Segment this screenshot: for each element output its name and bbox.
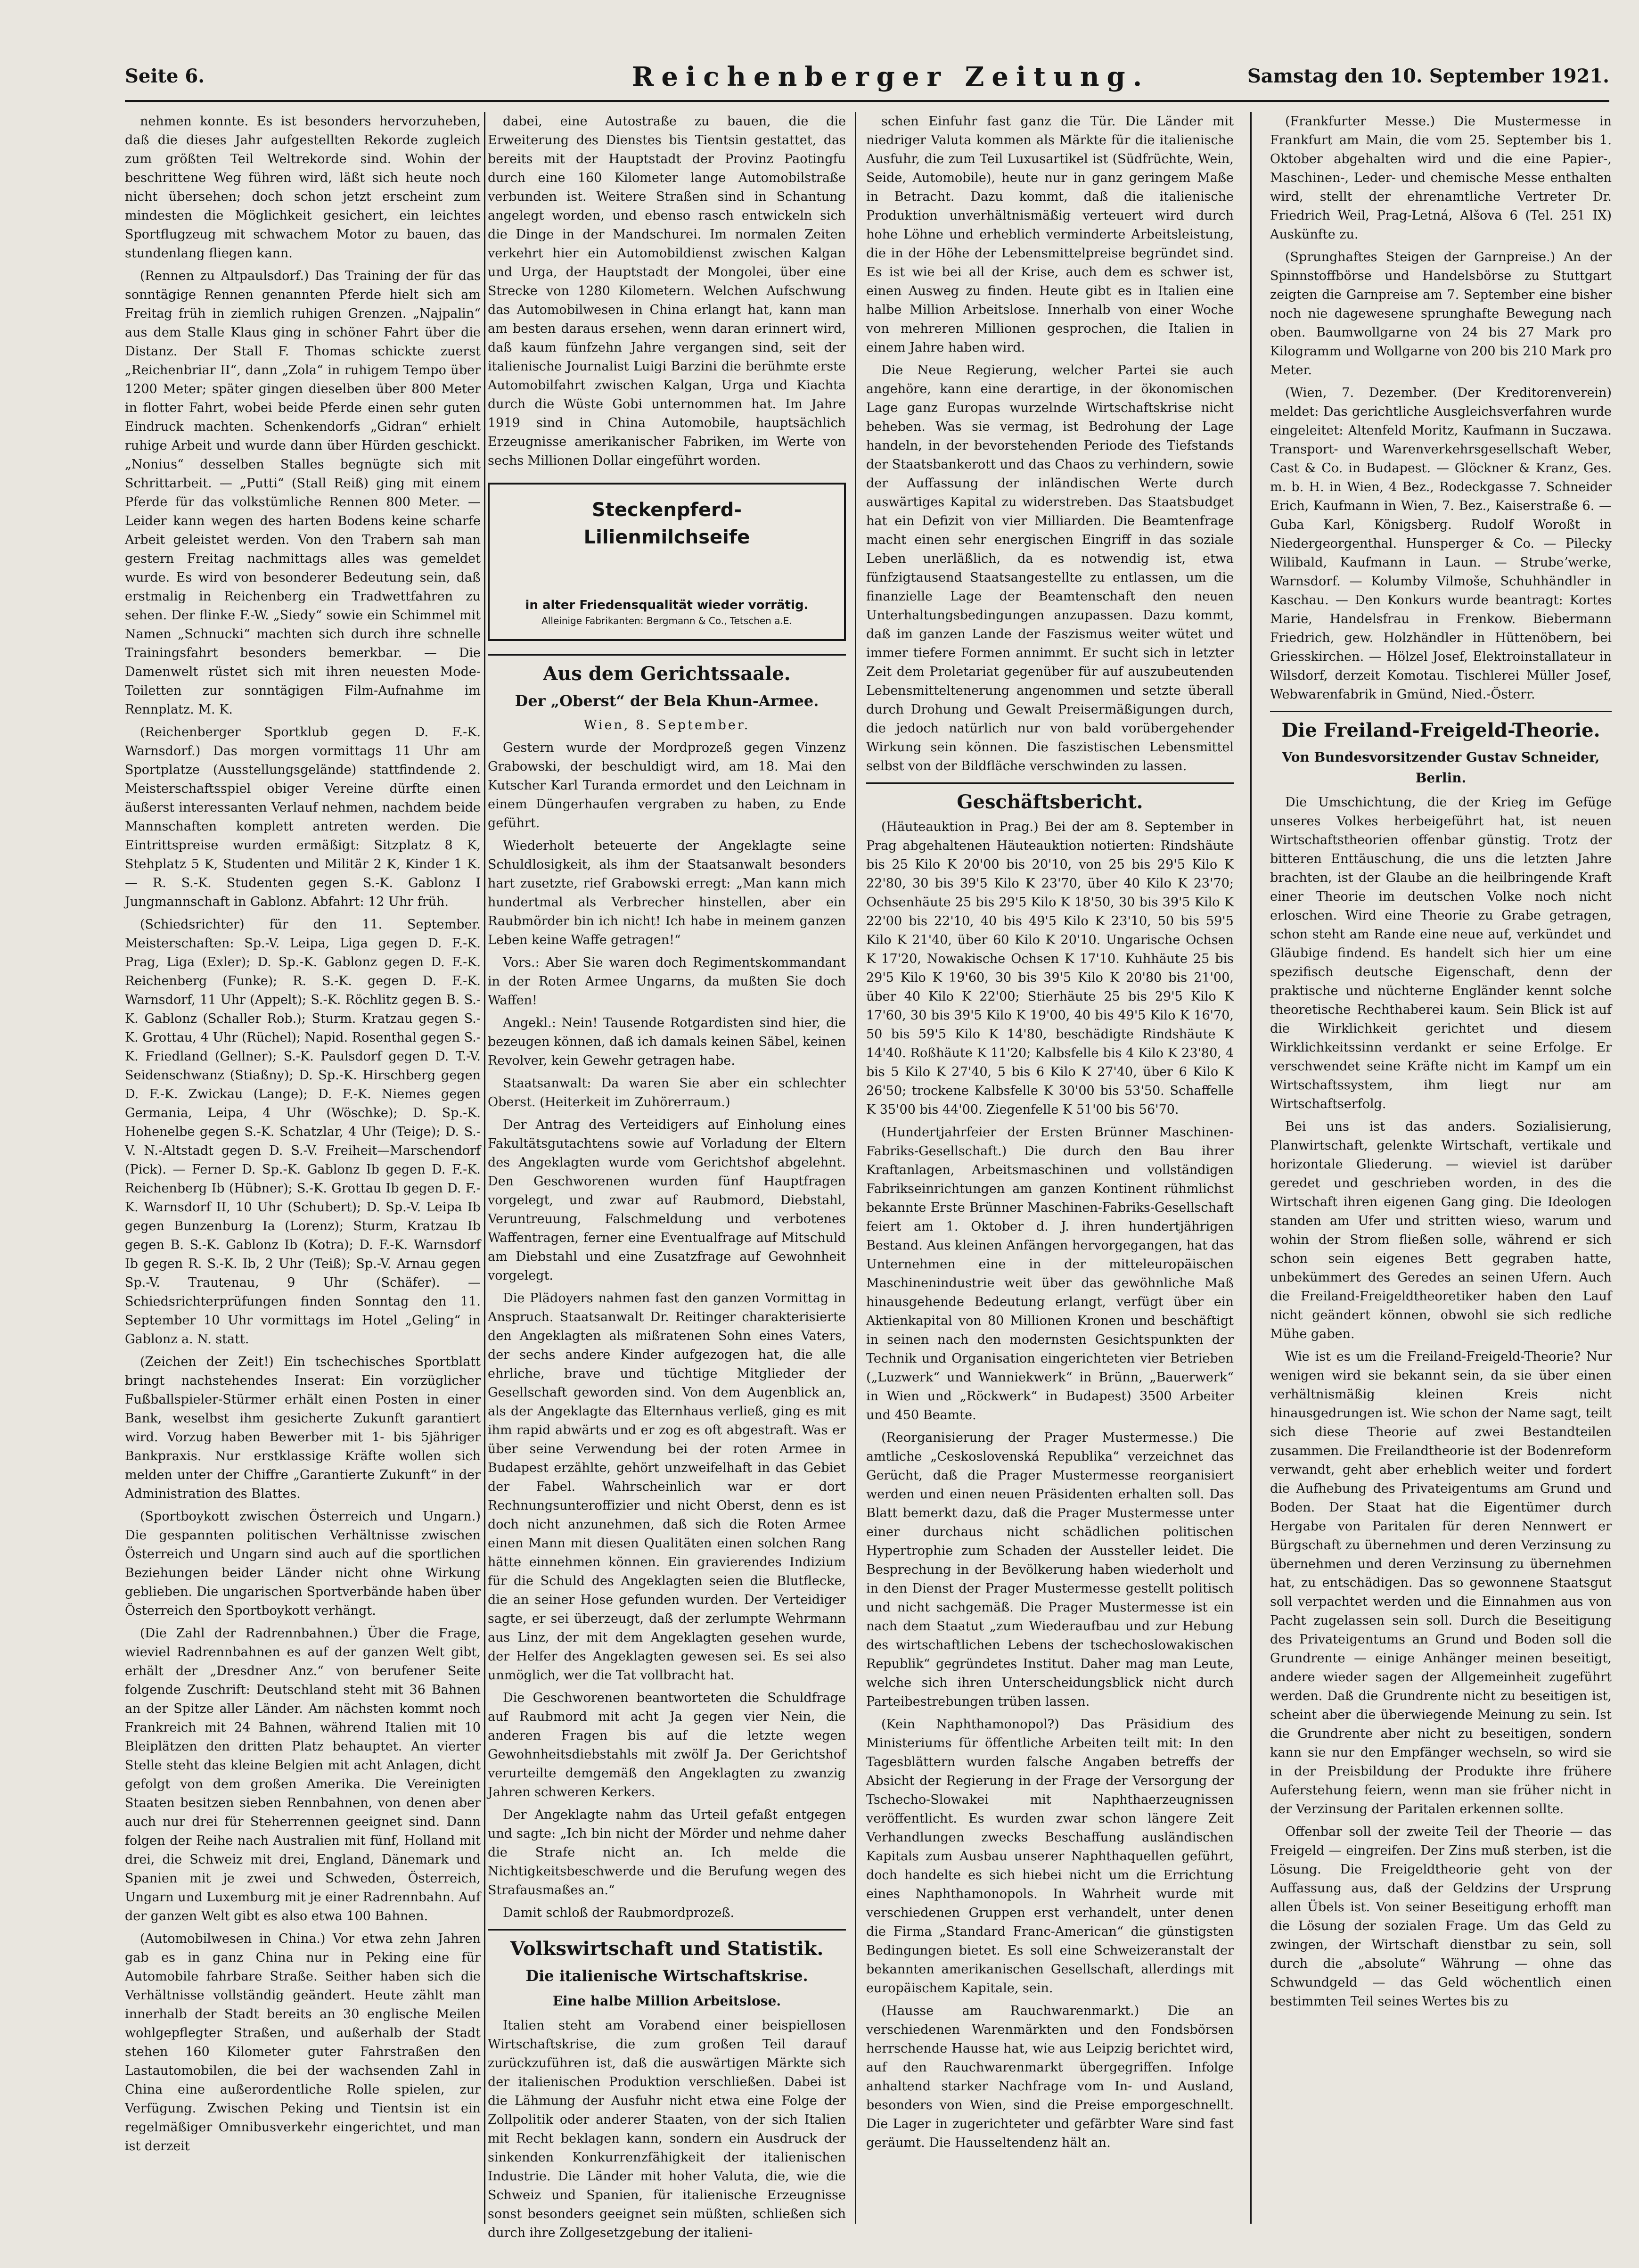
article-headline: Der „Oberst“ der Bela Khun-Armee. [515,692,819,710]
article-paragraph: (Wien, 7. Dezember. (Der Kreditorenverein) meldet: Das gerichtliche Ausgleichsverfahren wurde eingeleitet: Altenfeld Moritz, Kaufmann in Suczawa. Transport- und Warenverkehrsgesellschaft Weber, Cast & Co. in Budapest. — Glöckner & Kranz, Ges. m. b. H. in Wien, 4 Bez., Rodeckgasse 7. Schneider Erich, Kaufmann in Wien, 7. Bez., Kaiserstraße 6. — Guba Karl, Königsberg. Rudolf Woroßt in Niedergeorgenthal. Hunsperger & Co. — Pilecky Wilibald, Kaufmann in Laun. — Strubeʼwerke, Warnsdorf. — Kolumby Vilmoše, Schuhhändler in Kaschau. — Den Konkurs wurde beantragt: Kortes Marie, Handelsfrau in Frenkow. Biebermann Friedrich, gew. Holzhändler in Hüttenöbern, bei Griesskirchen. — Hölzel Josef, Elektroinstallateur in Wilsdorf, derzeit Komotau. Tischlerei Müller Josef, Webwarenfabrik in Gmünd, Nied.-Österr. [1270,386,1612,702]
article-paragraph: (Hundertjahrfeier der Ersten Brünner Maschinen-Fabriks-Gesellschaft.) Die durch den Bau ihrer Kraftanlagen, Arbeitsmaschinen und vollständigen Fabrikseinrichtungen am ganzen Kontinent rühmlichst bekannte Erste Brünner Maschinen-Fabriks-Gesellschaft feiert am 1. Oktober d. J. ihren hundertjährigen Bestand. Aus kleinen Anfängen hervorgegangen, hat das Unternehmen eine in der mitteleuropäischen Maschinenindustrie weit über das gewöhnliche Maß hinausgehende Bedeutung erlangt, verfügt über ein Aktienkapital von 80 Millionen Kronen und beschäftigt in seinen nach den modernsten Gesichtspunkten der Technik und Organisation eingerichteten vier Betrieben („Luzwerk“ und Wanniekwerk“ in Brünn, „Bauerwerk“ in Wien und „Röckwerk“ in Budapest) 3500 Arbeiter und 450 Beamte. [866,1125,1234,1422]
article-paragraph: nehmen konnte. Es ist besonders hervorzuheben, daß die dieses Jahr aufgestellten Rekorde zugleich zum größten Teil Weltrekorde sind. Wohin der beschrittene Weg führen wird, läßt sich heute noch nicht übersehen; doch schon jetzt erscheint zum mindesten die Möglichkeit gesichert, ein leichtes Sportflugzeug mit schwachem Motor zu bauen, das stundenlang fliegen kann. [125,114,481,261]
article-paragraph: (Häuteauktion in Prag.) Bei der am 8. September in Prag abgehaltenen Häuteauktion notierten: Rindshäute bis 25 Kilo K 20'00 bis 20'10, von 25 bis 29'5 Kilo K 22'80, 30 bis 39'5 Kilo K 23'70, über 40 Kilo K 23'70; Ochsenhäute 25 bis 29'5 Kilo K 18'50, 30 bis 39'5 Kilo K 22'00 bis 22'10, 40 bis 49'5 Kilo K 23'10, 50 bis 59'5 Kilo K 21'40, über 60 Kilo K 20'10. Ungarische Ochsen K 17'20, Nowakische Ochsen K 17'10. Kuhhäute 25 bis 29'5 Kilo K 19'60, 30 bis 39'5 Kilo K 20'80 bis 21'00, über 40 Kilo K 22'00; Stierhäute 25 bis 29'5 Kilo K 17'60, 30 bis 39'5 Kilo K 19'00, 40 bis 49'5 Kilo K 16'70, 50 bis 59'5 Kilo K 14'80, beschädigte Rindshäute K 14'40. Roßhäute K 11'20; Kalbsfelle bis 4 Kilo K 23'80, 4 bis 5 Kilo K 27'40, 5 bis 6 Kilo K 27'40, über 6 Kilo K 26'50; trockene Kalbsfelle K 30'00 bis 53'50. Schaffelle K 35'00 bis 44'00. Ziegenfelle K 51'00 bis 56'70. [866,820,1234,1117]
article-paragraph: Der Angeklagte nahm das Urteil gefaßt entgegen und sagte: „Ich bin nicht der Mörder und nehme daher die Strafe nicht an. Ich melde die Nichtigkeitsbeschwerde und die Berufung wegen des Strafausmaßes an.“ [488,1808,846,1898]
header-rule [125,100,1609,102]
article-paragraph: Damit schloß der Raubmordprozeß. [503,1906,735,1920]
article-paragraph: Wiederholt beteuerte der Angeklagte seine Schuldlosigkeit, als ihm der Staatsanwalt besonders hart zusetzte, rief Grabowski erregt: „Man kann mich hundertmal als Verbrecher hinstellen, aber ein Raubmörder bin ich nicht! Ich habe in meinem ganzen Leben keine Waffe getragen!“ [488,838,846,947]
article-paragraph: (Frankfurter Messe.) Die Mustermesse in Frankfurt am Main, die vom 25. September bis 1. Oktober abgehalten wird und die eine Papier-, Maschinen-, Leder- und chemische Messe enthalten wird, stellt der ehrenamtliche Vertreter Dr. Friedrich Weil, Prag-Letná, Alšova 6 (Tel. 251 IX) Auskünfte zu. [1270,114,1612,242]
article-paragraph: Der Antrag des Verteidigers auf Einholung eines Fakultätsgutachtens sowie auf Vorladung der Eltern des Angeklagten wurde vom Gerichtshof abgelehnt. Den Geschworenen wurden fünf Hauptfragen vorgelegt, und zwar auf Raubmord, Diebstahl, Veruntreuung, Falschmeldung und verbotenes Waffentragen, ferner eine Eventualfrage auf Mitschuld am Diebstahl und eine Zusatzfrage auf Gewohnheit vorgelegt. [488,1118,846,1283]
section-title: Volkswirtschaft und Statistik. [510,1938,824,1960]
article-paragraph: (Sportboykott zwischen Österreich und Ungarn.) Die gespannten politischen Verhältnisse zwischen Österreich und Ungarn sind auch auf die sportlichen Beziehungen beider Länder nicht ohne Wirkung geblieben. Die ungarischen Sportverbände haben über Österreich den Sportboykott verhängt. [125,1509,481,1618]
article-paragraph: (Kein Naphthamonopol?) Das Präsidium des Ministeriums für öffentliche Arbeiten teilt mit: In den Tagesblättern wurden falsche Angaben betreffs der Absicht der Regierung in der Frage der Versorgung der Tschecho-Slowakei mit Naphthaerzeugnissen veröffentlicht. Es wurden zwar schon längere Zeit Verhandlungen zwecks Beschaffung ausländischen Kapitals zum Ausbau unserer Naphthaquellen geführt, doch handelte es sich hiebei nicht um die Errichtung eines Naphthamonopols. In Wahrheit wurde mit verschiedenen Gruppen erst verhandelt, unter denen die Firma „Standard Franc-American“ die günstigsten Bedingungen bietet. Es soll eine Schweizeranstalt der bekannten amerikanischen Gesellschaft, allerdings mit europäischem Kapitale, sein. [866,1717,1234,1996]
article-paragraph: (Sprunghaftes Steigen der Garnpreise.) An der Spinnstoffbörse und Handelsbörse zu Stuttgart zeigten die Garnpreise am 7. September eine bisher noch nie dagewesene sprunghafte Bewegung nach oben. Baumwollgarne von 24 bis 27 Mark pro Kilogramm und Wollgarne von 200 bis 210 Mark pro Meter. [1270,250,1612,378]
article-paragraph: Bei uns ist das anders. Sozialisierung, Planwirtschaft, gelenkte Wirtschaft, vertikale und horizontale Gliederung. — wieviel ist darüber geredet und geschrieben worden, in des die Wirtschaft ihren eigenen Gang ging. Die Ideologen standen am Ufer und stritten wieso, warum und wohin der Strom fließen solle, während er sich schon sein eigenes Bett gegraben hatte, unbekümmert des Geredes an seinen Ufern. Auch die Freiland-Freigeldtheoretiker haben den Lauf nicht geändert können, obwohl sie sich redliche Mühe gaben. [1270,1119,1612,1341]
column-3 [866,112,1234,2224]
article-paragraph: Wie ist es um die Freiland-Freigeld-Theorie? Nur wenigen wird sie bekannt sein, da sie über einen verhältnismäßig kleinen Kreis nicht hinausgedrungen ist. Wie schon der Name sagt, teilt sich diese Theorie auf zwei Bestandteilen zusammen. Die Freilandtheorie ist der Bodenreform verwandt, geht aber erheblich weiter und fordert die Aufhebung des Privateigentums am Grund und Boden. Der Staat hat die Eigentümer durch Hergabe von Paritalen für deren Nennwert er Bürgschaft zu übernehmen und deren Verzinsung zu übernehmen und deren Verzinsung zu übernehmen hat, zu entschädigen. Das so gewonnene Staatsgut soll verpachtet werden und die Einnahmen aus von Pacht zugelassen sein soll. Durch die Beseitigung des Privateigentums an Grund und Boden soll die Grundrente — einige Anhänger meinen beseitigt, andere wieder sagen der Allgemeinheit zugeführt werden. Daß die Grundrente nicht zu beseitigen ist, scheint aber die überwiegende Meinung zu sein. Ist die Grundrente aber nicht zu beseitigen, sondern kann sie nur den Empfänger wechseln, so wird sie in der Preisbildung der Produkte ihre frühere Auferstehung feiern, wenn man sie früher nicht in der Verzinsung der Paritalen erkennen sollte. [1270,1349,1612,1816]
article-paragraph: Die Umschichtung, die der Krieg im Gefüge unseres Volkes herbeigeführt hat, ist neuen Wirtschaftstheorien offenbar günstig. Trotz der bitteren Enttäuschung, die uns die letzten Jahre brachten, ist der Glaube an die heilbringende Kraft einer Theorie im deutschen Volke noch nicht erloschen. Wird eine Theorie zu Grabe getragen, schon steht am Rande eine neue auf, verkündet und Gläubige findend. Es handelt sich hier um eine spezifisch deutsche Eigenschaft, denn der praktische und nüchterne Engländer kennt solche theoretische Rechthaberei kaum. Sein Blick ist auf die Wirklichkeit gerichtet und diesem Wirklichkeitssinn verdankt er seine Erfolge. Er verschwendet seine Kräfte nicht im Kampf um ein Wirtschaftssystem, ihm liegt nur am Wirtschaftserfolg. [1270,795,1612,1111]
article-paragraph: (Zeichen der Zeit!) Ein tschechisches Sportblatt bringt nachstehendes Inserat: Ein vorzüglicher Fußballspieler-Stürmer erhält einen Posten in einer Bank, weselbst ihm gesicherte Zukunft garantiert wird. Vorzug haben Bewerber mit 1- bis 5jähriger Bankpraxis. Nur erstklassige Kräfte wollen sich melden unter der Chiffre „Garantierte Zukunft“ in der Administration des Blattes. [125,1355,481,1501]
article-headline: Die italienische Wirtschaftskrise. [525,1967,808,1985]
section-title: Die Freiland-Freigeld-Theorie. [1281,719,1600,741]
article-paragraph: Vors.: Aber Sie waren doch Regimentskommandant in der Roten Armee Ungarns, da mußten Sie doch Waffen! [488,955,846,1008]
article-paragraph: (Reorganisierung der Prager Mustermesse.) Die amtliche „Ceskoslovenská Republika“ verzeichnet das Gerücht, daß die Prager Mustermesse reorganisiert werden und einen neuen Präsidenten erhalten soll. Das Blatt bemerkt dazu, daß die Prager Mustermesse unter einer durchaus nicht schädlichen politischen Hypertrophie zum Schaden der Aussteller leidet. Die Besprechung in der Bevölkerung haben wiederholt und in den Dienst der Prager Mustermesse gestellt politisch und nicht sachgemäß. Die Prager Mustermesse ist ein nach dem Staatut „zum Wiederaufbau und zur Hebung des wirtschaftlichen Lebens der tschechoslowakischen Republik“ gegründetes Institut. Daher mag man Leute, welche sich ihren Unterscheidungsblick nicht durch Parteibestrebungen trüben lassen. [866,1430,1234,1709]
article-paragraph: (Rennen zu Altpaulsdorf.) Das Training der für das sonntägige Rennen genannten Pferde hielt sich am Freitag früh in ziemlich ruhigen Grenzen. „Najpalin“ aus dem Stalle Klaus ging in schöner Fahrt über die Distanz. Der Stall F. Thomas schickte zuerst „Reichenbriar II“, dann „Zola“ in ruhigem Tempo über 1200 Meter; später gingen dieselben über 800 Meter in flotter Fahrt, wobei beide Pferde einen sehr guten Eindruck machten. Schenkendorfs „Gidran“ erhielt ruhige Arbeit und wurde dann über Hürden geschickt. „Nonius“ desselben Stalles begnügte sich mit Schrittarbeit. — „Putti“ (Stall Reiß) ging mit einem Pferde für das volkstümliche Rennen 800 Meter. — Leider kann wegen des harten Bodens keine scharfe Arbeit geleistet werden. Von den Trabern sah man gestern Freitag nachmittags alles was gemeldet wurde. Es wird von besonderer Bedeutung sein, daß erstmalig in Reichenberg ein Tradwettfahren zu sehen. Der flinke F.-W. „Siedy“ sowie ein Schimmel mit Namen „Schnucki“ machten sich durch ihre schnelle Trainingsfahrt besonders bemerkbar. — Die Damenwelt rüstet sich mit ihren neuesten Mode-Toiletten zur sonntägigen Film-Aufnahme im Rennplatz. M. K. [125,269,481,717]
article-dateline: Wien, 8. September. [583,718,750,732]
column-divider [855,112,856,2224]
article-paragraph: Angekl.: Nein! Tausende Rotgardisten sind hier, die bezeugen können, daß ich damals keinen Säbel, keinen Revolver, kein Gewehr getragen habe. [488,1016,846,1068]
article-paragraph: (Hausse am Rauchwarenmarkt.) Die an verschiedenen Warenmärkten und den Fondsbörsen herrschende Hausse hat, wie aus Leipzig berichtet wird, auf den Rauchwarenmarkt übergegriffen. Infolge anhaltend starker Nachfrage vom In- und Ausland, besonders von Wien, sind die Preise emporgeschnellt. Die Lager in zugerichteter und gefärbter Ware sind fast geräumt. Die Hausseltendenz hält an. [866,2004,1234,2150]
issue-date: Samstag den 10. September 1921. [1247,65,1609,87]
column-1 [125,112,481,2224]
article-paragraph: Die Plädoyers nahmen fast den ganzen Vormittag in Anspruch. Staatsanwalt Dr. Reitinger charakterisierte den Angeklagten als mißratenen Sohn eines Vaters, der sechs andere Kinder aufgezogen hat, die alle ehrliche, brave und tüchtige Mitglieder der Gesellschaft geworden sind. Von dem Augenblick an, als der Angeklagte das Elternhaus verließ, ging es mit ihm rapid abwärts und er zog es oft abgestraft. Was er über seine Verwendung bei der roten Armee in Budapest erzählte, gehört unzweifelhaft in das Gebiet der Fabel. Wahrscheinlich war er dort Rechnungsunteroffizier und nicht Oberst, denn es ist doch nicht anzunehmen, daß sich die Roten Armee einen Mann mit diesen Qualitäten einen solchen Rang hätte einnehmen können. Ein gravierendes Indizium für die Schuld des Angeklagten seien die Blutflecke, die an seiner Hose gefunden wurden. Der Verteidiger sagte, er sei überzeugt, daß der zerlumpte Wehrmann aus Linz, der mit dem Angeklagten gesehen wurde, der Helfer des Angeklagten gewesen sei. Es sei also unmöglich, wer die Tat vollbracht hat. [488,1291,846,1683]
section-rule [488,654,846,656]
column-4 [1270,112,1612,2224]
ad-maker-line: Alleinige Fabrikanten: Bergmann & Co., Tetschen a.E. [541,615,792,626]
soap-advertisement [488,483,846,641]
section-rule [1270,711,1612,712]
article-paragraph: (Reichenberger Sportklub gegen D. F.-K. Warnsdorf.) Das morgen vormittags 11 Uhr am Sportplatze (Ausstellungsgelände) stattfindende 2. Meisterschaftsspiel obiger Vereine dürfte einen äußerst interessanten Verlauf nehmen, nachdem beide Mannschaften komplett antreten werden. Die Eintrittspreise wurden ermäßigt: Sitzplatz 8 K, Stehplatz 5 K, Studenten und Militär 2 K, Kinder 1 K. — R. S.-K. Studenten gegen S.-K. Gablonz I Jungmannschaft in Gablonz. Abfahrt: 12 Uhr früh. [125,725,481,909]
column-divider [1250,112,1252,2224]
article-paragraph: (Schiedsrichter) für den 11. September. Meisterschaften: Sp.-V. Leipa, Liga gegen D. F.-K. Prag, Liga (Exler); D. Sp.-K. Gablonz gegen D. F.-K. Reichenberg (Funke); R. S.-K. gegen D. F.-K. Warnsdorf, 11 Uhr (Appelt); S.-K. Röchlitz gegen B. S.-K. Gablonz (Schaller Rob.); Sturm. Kratzau gegen S.-K. Grottau, 4 Uhr (Rüchel); Napid. Rosenthal gegen S.-K. Friedland (Gellner); S.-K. Paulsdorf gegen D. T.-V. Seidenschwanz (Stiaßny); D. Sp.-K. Hirschberg gegen D. F.-K. Zwickau (Lange); D. F.-K. Niemes gegen Germania, Leipa, 4 Uhr (Wöschke); D. Sp.-K. Hohenelbe gegen S.-K. Schatzlar, 4 Uhr (Teige); D. S.-V. N.-Altstadt gegen D. S.-V. Freiheit—Marschendorf (Pick). — Ferner D. Sp.-K. Gablonz Ib gegen D. F.-K. Reichenberg Ib (Hübner); S.-K. Grottau Ib gegen D. F.-K. Warnsdorf II, 10 Uhr (Schubert); D. Sp.-V. Leipa Ib gegen Bunzenburg Ia (Lorenz); Sturm, Kratzau Ib gegen B. S.-K. Gablonz Ib (Kotra); D. F.-K. Warnsdorf Ib gegen R. S.-K. Ib, 2 Uhr (Teiß); Sp.-V. Arnau gegen Sp.-V. Trautenau, 9 Uhr (Schäfer). — Schiedsrichterprüfungen finden Sonntag den 11. September 10 Uhr vormittags im Hotel „Geling“ in Gablonz a. N. statt. [125,917,481,1347]
ad-brand-line: Steckenpferd- [591,499,742,521]
article-paragraph: dabei, eine Autostraße zu bauen, die die Erweiterung des Dienstes bis Tientsin gestattet, das bereits mit der Hauptstadt der Provinz Paotingfu durch eine 160 Kilometer lange Automobilstraße verbunden ist. Weitere Straßen sind in Schantung angelegt worden, und ebenso rasch entwickeln sich die Dinge in der Mandschurei. Im normalen Zeiten verkehrt hier ein Automobildienst zwischen Kalgan und Urga, der Hauptstadt der Mongolei, über eine Strecke von 1280 Kilometern. Welchen Aufschwung das Automobilwesen in China erlangt hat, kann man am besten daraus ersehen, wenn daran erinnert wird, daß kaum fünfzehn Jahre vergangen sind, seit der italienische Journalist Luigi Barzini die berühmte erste Automobilfahrt zwischen Kalgan, Urga und Kiachta durch die Wüste Gobi unternommen hat. Im Jahre 1919 sind in China Automobile, hauptsächlich Erzeugnisse amerikanischer Fabriken, im Werte von sechs Millionen Dollar eingeführt worden. [488,114,846,468]
ad-product-line: Lilienmilchseife [583,526,750,548]
article-paragraph: Gestern wurde der Mordprozeß gegen Vinzenz Grabowski, der beschuldigt wird, am 18. Mai den Kutscher Karl Turanda ermordet und den Leichnam in einem Düngerhaufen vergraben zu haben, zu Ende geführt. [488,740,846,830]
page-number: Seite 6. [125,65,205,87]
article-paragraph: Die Geschworenen beantworteten die Schuldfrage auf Raubmord mit acht Ja gegen vier Nein, die anderen Fragen bis auf die letzte wegen Gewohnheitsdiebstahls mit zwölf Ja. Der Gerichtshof verurteilte demgemäß den Angeklagten zu zwanzig Jahren schweren Kerkers. [488,1691,846,1800]
masthead-title: Reichenberger Zeitung. [631,61,1150,92]
section-rule [866,782,1234,784]
article-paragraph: Italien steht am Vorabend einer beispiellosen Wirtschaftskrise, die zum großen Teil darauf zurückzuführen ist, daß die auswärtigen Märkte sich der italienischen Produktion verschließen. Dabei ist die Lähmung der Ausfuhr nicht etwa eine Folge der Zollpolitik oder anderer Staaten, von der sich Italien mit Recht beklagen kann, sondern ein Ausdruck der sinkenden Konkurrenzfähigkeit der italienischen Industrie. Die Länder mit hoher Valuta, die, wie die Schweiz und Spanien, für italienische Erzeugnisse sonst besonders geeignet sein müßten, schließen sich durch ihre Zollgesetzgebung der italieni- [488,2018,846,2240]
article-paragraph: Offenbar soll der zweite Teil der Theorie — das Freigeld — eingreifen. Der Zins muß sterben, ist die Lösung. Die Freigeldtheorie geht von der Auffassung aus, daß der Geldzins der Ursprung allen Übels ist. Von seiner Beseitigung erhofft man die Lösung der sozialen Frage. Um das Geld zu zwingen, der Wirtschaft dienstbar zu sein, soll durch die „absolute“ Währung — ohne das Schwundgeld — das Geld wöchentlich einen bestimmten Teil seines Wertes bis zu [1270,1824,1612,2009]
article-paragraph: (Automobilwesen in China.) Vor etwa zehn Jahren gab es in ganz China nur in Peking eine für Automobile fahrbare Straße. Seither haben sich die Verhältnisse vollständig geändert. Heute zählt man innerhalb der Stadt bereits an 30 englische Meilen wohlgepflegter Straßen, und außerhalb der Stadt stehen 160 Kilometer guter Fahrstraßen den Lastautomobilen, die bei der wachsenden Zahl in China eine außerordentliche Rolle spielen, zur Verfügung. Zwischen Peking und Tientsin ist ein regelmäßiger Omnibusverkehr eingerichtet, und man ist derzeit [125,1931,481,2153]
section-rule [488,1929,846,1931]
column-2 [488,112,846,2240]
section-title: Geschäftsbericht. [957,791,1143,813]
article-paragraph: Staatsanwalt: Da waren Sie aber ein schlechter Oberst. (Heiterkeit im Zuhörerraum.) [488,1076,846,1109]
column-divider [484,112,485,2224]
article-paragraph: Die Neue Regierung, welcher Partei sie auch angehöre, kann eine derartige, in der ökonomischen Lage ganz Europas wurzelnde Wirtschaftskrise nicht beheben. Was sie vermag, ist Bedrohung der Lage handeln, in der bevorstehenden Periode des Tiefstands der Staatsbankerott und das Chaos zu verhindern, sowie der Auffassung der inländischen Werte durch auswärtiges Kapital zu widerstreben. Das Staatsbudget hat ein Defizit von vier Milliarden. Die Beamtenfrage macht einen sehr energischen Eingriff in das soziale Leben unerläßlich, da es notwendig ist, etwa fünfzigtausend Staatsangestellte zu entlassen, um die finanzielle Lage der Beamtenschaft den neuen Unterhaltungsbedingungen anzupassen. Dazu kommt, daß im ganzen Lande der Faszismus weiter wütet und immer tiefere Formen annimmt. Er sucht sich in letzter Zeit dem Proletariat gegenüber für auf auszubeutenden Lebensmitteltenerung angenommen und setzte überall durch Drohung und Gewalt Preisermäßigungen durch, die jedoch natürlich nur von bald vorübergehender Wirkung sein können. Die faszistischen Lebensmittel selbst von der Bildfläche verschwinden zu lassen. [866,363,1234,773]
ad-claim-line: in alter Friedensqualität wieder vorrätig. [525,598,809,612]
article-byline: Von Bundesvorsitzender Gustav Schneider, Berlin. [1282,749,1600,786]
page-header [125,61,1609,104]
article-paragraph: schen Einfuhr fast ganz die Tür. Die Länder mit niedriger Valuta kommen als Märkte für die italienische Ausfuhr, die zum Teil Luxusartikel ist (Südfrüchte, Wein, Seide, Automobile), heute nur in ganz geringem Maße in Betracht. Dazu kommt, daß die italienische Produktion unverhältnismäßig verteuert wird durch hohe Löhne und erheblich verminderte Arbeitsleistung, die in der Höhe der Lebensmittelpreise begründet sind. Es ist wie bei all der Krise, auch dem es schwer ist, einen Ausweg zu finden. Heute gibt es in Italien eine halbe Million Arbeitslose. Innerhalb von einer Woche von mehreren Millionen gesprochen, die Italien in einem Jahre haben wird. [866,114,1234,355]
article-subheadline: Eine halbe Million Arbeitslose. [552,1993,781,2009]
article-paragraph: (Die Zahl der Radrennbahnen.) Über die Frage, wieviel Radrennbahnen es auf der ganzen Welt gibt, erhält der „Dresdner Anz.“ von berufener Seite folgende Zuschrift: Deutschland steht mit 36 Bahnen an der Spitze aller Länder. Am nächsten kommt noch Frankreich mit 24 Bahnen, während Italien mit 10 Bleiplätzen den dritten Platz behauptet. An vierter Stelle steht das kleine Belgien mit acht Anlagen, dicht gefolgt von dem großen Amerika. Die Vereinigten Staaten besitzen sieben Rennbahnen, von denen aber auch nur drei für Steherrennen geeignet sind. Dann folgen der Reihe nach Australien mit fünf, Holland mit drei, die Schweiz mit drei, England, Dänemark und Spanien mit je zwei und Schweden, Österreich, Ungarn und Luxemburg mit je einer Radrennbahn. Auf der ganzen Welt gibt es also etwa 100 Bahnen. [125,1626,481,1923]
section-title: Aus dem Gerichtssaale. [543,663,791,685]
